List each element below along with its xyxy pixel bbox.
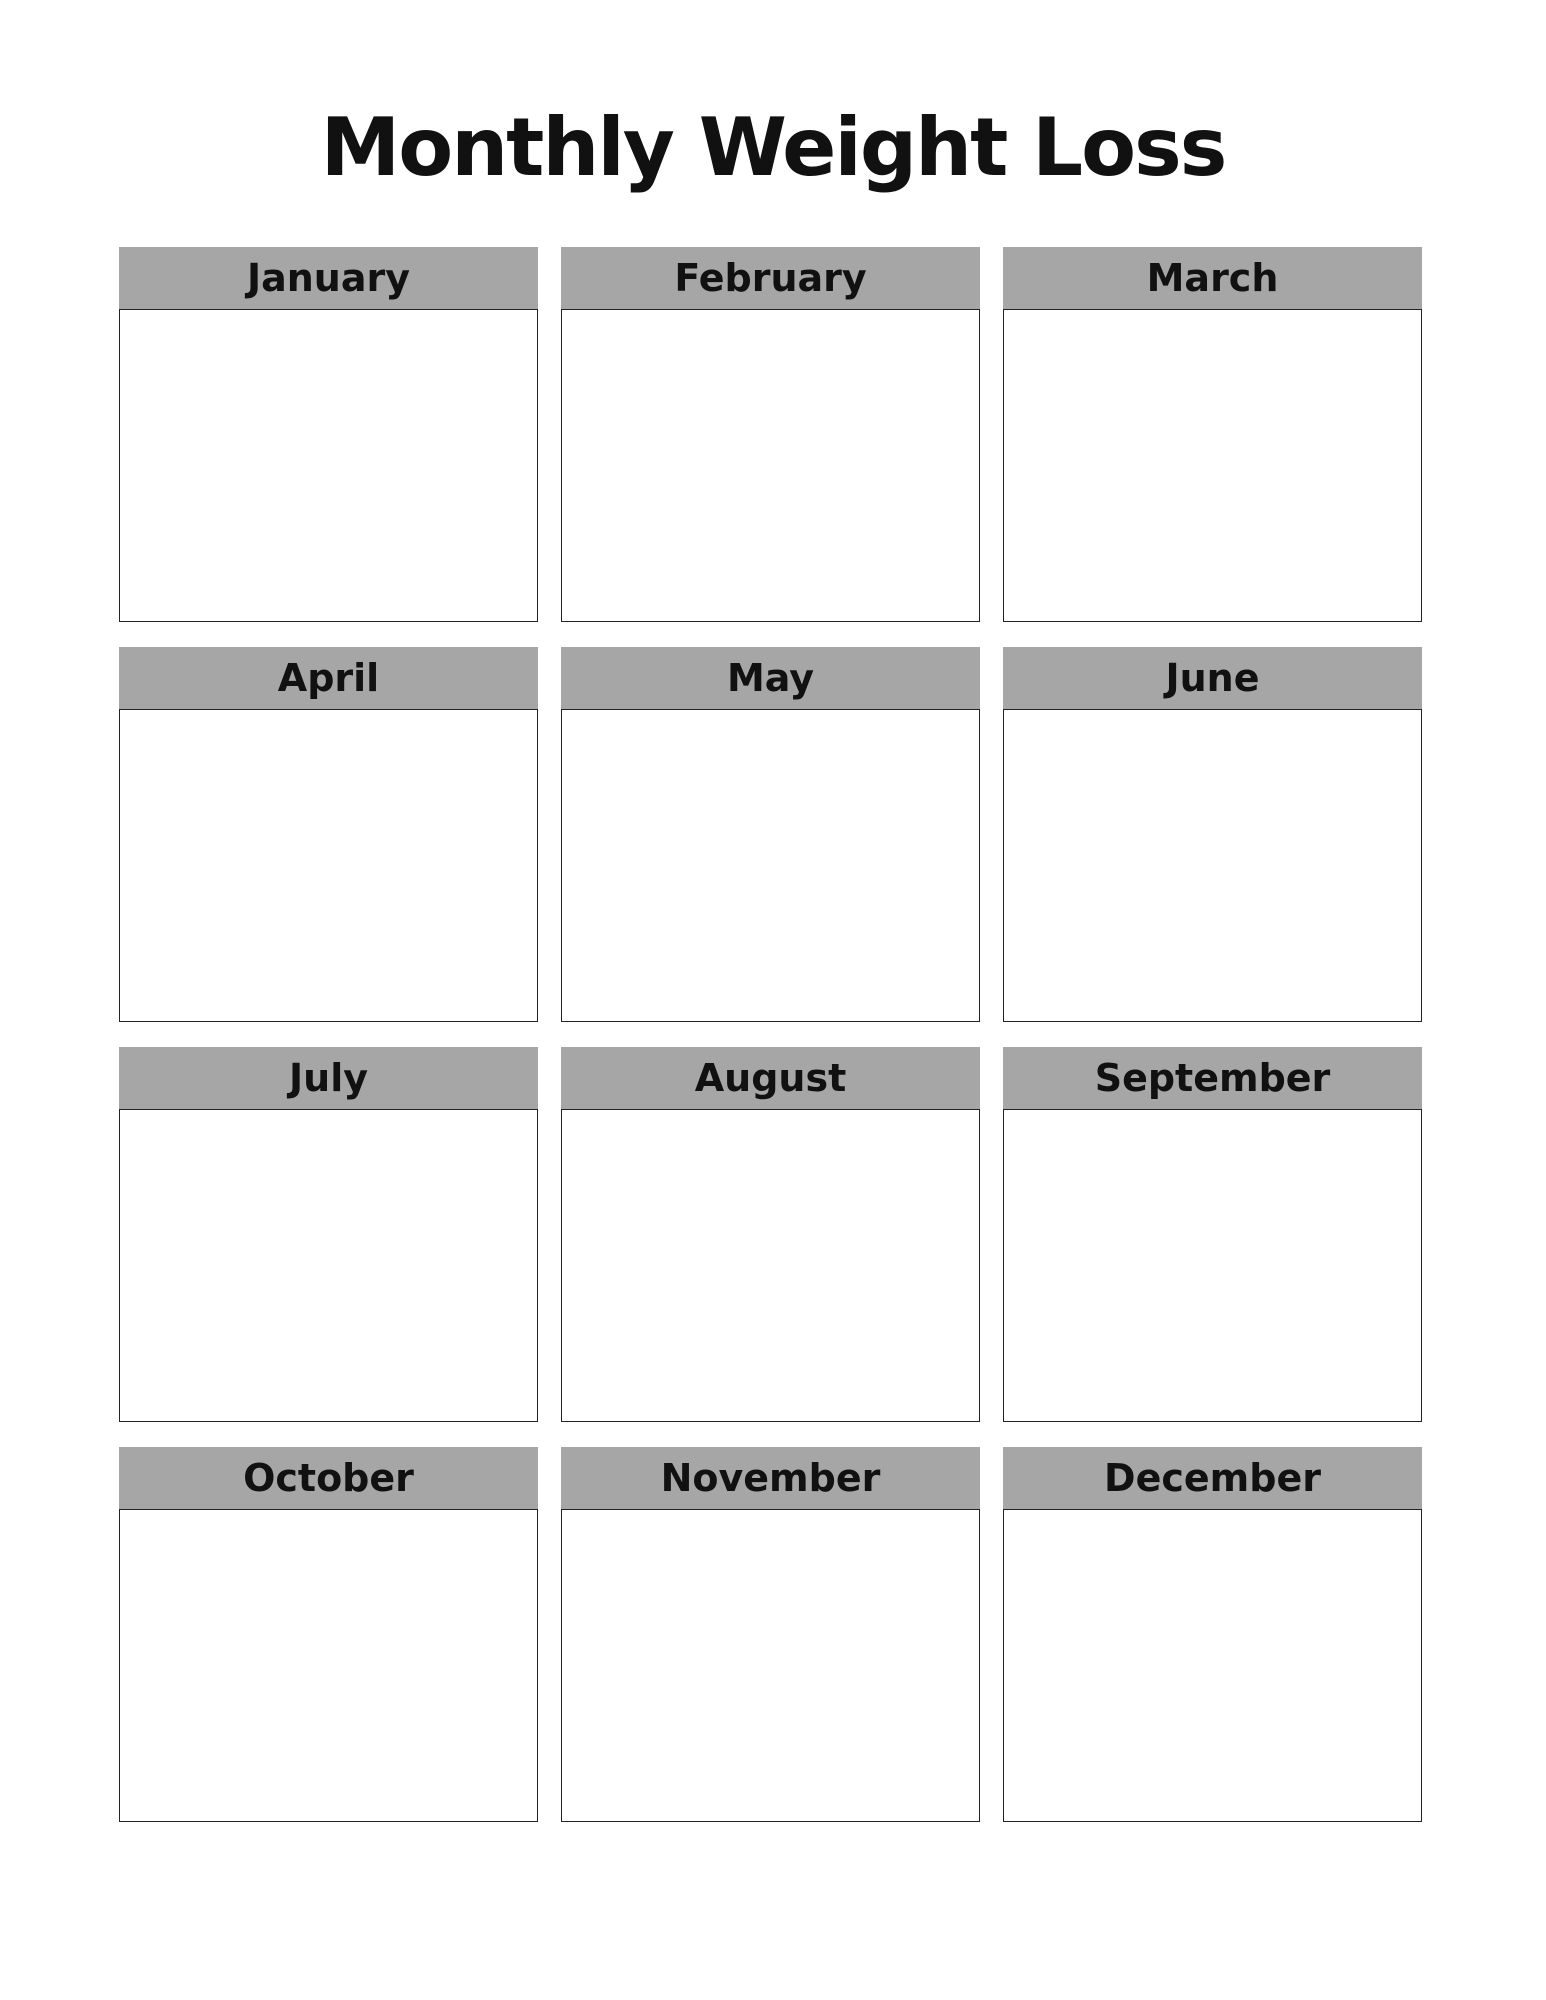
month-entry-box-october[interactable]	[119, 1509, 538, 1822]
month-header-october: October	[119, 1447, 538, 1509]
month-entry-box-november[interactable]	[561, 1509, 980, 1822]
month-entry-box-september[interactable]	[1003, 1109, 1422, 1422]
month-entry-box-july[interactable]	[119, 1109, 538, 1422]
month-card-april	[119, 647, 538, 1022]
page-title: Monthly Weight Loss	[320, 101, 1226, 194]
month-grid	[119, 247, 1422, 1822]
month-entry-box-december[interactable]	[1003, 1509, 1422, 1822]
month-header-september: September	[1003, 1047, 1422, 1109]
month-card-january	[119, 247, 538, 622]
month-entry-box-april[interactable]	[119, 709, 538, 1022]
month-header-december: December	[1003, 1447, 1422, 1509]
month-card-february	[561, 247, 980, 622]
month-entry-box-may[interactable]	[561, 709, 980, 1022]
month-card-december	[1003, 1447, 1422, 1822]
month-header-august: August	[561, 1047, 980, 1109]
month-card-october	[119, 1447, 538, 1822]
month-header-february: February	[561, 247, 980, 309]
month-header-july: July	[119, 1047, 538, 1109]
month-card-september	[1003, 1047, 1422, 1422]
month-entry-box-january[interactable]	[119, 309, 538, 622]
month-card-june	[1003, 647, 1422, 1022]
month-card-march	[1003, 247, 1422, 622]
month-entry-box-june[interactable]	[1003, 709, 1422, 1022]
month-header-november: November	[561, 1447, 980, 1509]
month-header-march: March	[1003, 247, 1422, 309]
month-card-november	[561, 1447, 980, 1822]
month-card-july	[119, 1047, 538, 1422]
month-entry-box-march[interactable]	[1003, 309, 1422, 622]
month-header-june: June	[1003, 647, 1422, 709]
month-header-may: May	[561, 647, 980, 709]
month-card-may	[561, 647, 980, 1022]
month-entry-box-august[interactable]	[561, 1109, 980, 1422]
month-entry-box-february[interactable]	[561, 309, 980, 622]
month-card-august	[561, 1047, 980, 1422]
month-header-january: January	[119, 247, 538, 309]
month-header-april: April	[119, 647, 538, 709]
